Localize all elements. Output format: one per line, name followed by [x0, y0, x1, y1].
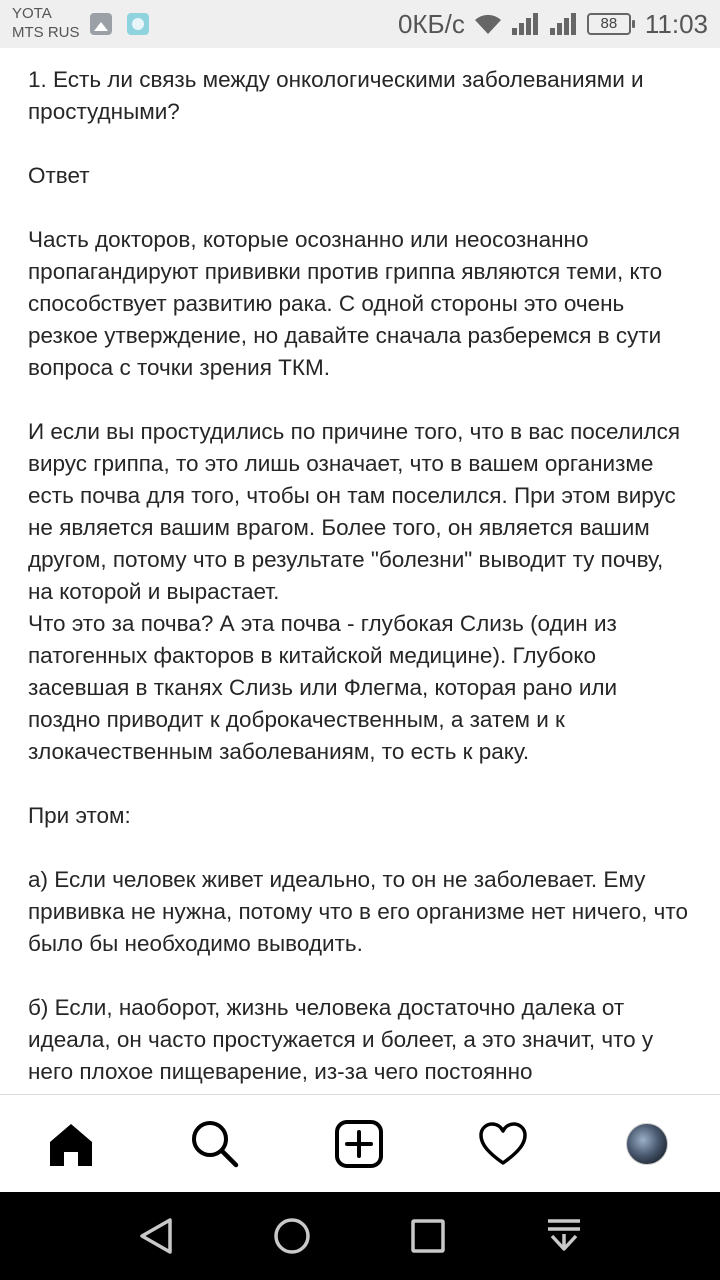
battery-icon: 88 [587, 13, 631, 35]
search-tab[interactable] [190, 1119, 240, 1169]
wifi-icon [473, 12, 503, 36]
recents-button[interactable] [402, 1210, 454, 1262]
system-navigation-bar [0, 1192, 720, 1280]
network-speed: 0КБ/с [397, 8, 465, 39]
signal-icon [511, 12, 541, 36]
notifications-pull-icon [544, 1216, 584, 1256]
search-icon [190, 1119, 240, 1169]
app-notification-icon [127, 13, 149, 35]
caption-paragraph: б) Если, наоборот, жизнь человека достаточно далека от идеала, он часто простужается и болеет, а это значит, что у него плохое пищеварение, из-за чего постоянно [28, 995, 654, 1084]
caption-paragraph: 1. Есть ли связь между онкологическими заболеваниями и простудными? [28, 67, 644, 124]
profile-avatar [626, 1123, 668, 1165]
status-bar [0, 0, 720, 48]
back-icon [136, 1216, 176, 1256]
signal-icon [549, 12, 579, 36]
new-post-icon [334, 1119, 384, 1169]
home-tab[interactable] [46, 1119, 96, 1169]
home-icon [47, 1120, 95, 1168]
notifications-pull-button[interactable] [538, 1210, 590, 1262]
carrier-info [12, 4, 80, 42]
new-post-tab[interactable] [334, 1119, 384, 1169]
caption-paragraph: а) Если человек живет идеально, то он не заболевает. Ему прививка не нужна, потому что в его организме нет ничего, что было бы необходимо выводить. [28, 867, 688, 956]
status-right [398, 0, 708, 48]
carrier-2: MTS RUS [12, 24, 80, 41]
carrier-1: YOTA [12, 5, 52, 22]
caption-paragraph: При этом: [28, 803, 131, 828]
bottom-navigation [0, 1094, 720, 1193]
profile-tab[interactable] [622, 1119, 672, 1169]
caption-paragraph: Ответ [28, 163, 90, 188]
post-caption [28, 64, 692, 1094]
activity-heart-icon [478, 1121, 528, 1167]
caption-paragraph: И если вы простудились по причине того, что в вас поселился вирус гриппа, то это лишь означает, что в вашем организме есть почва для того, чтобы он там поселился. При этом вирус не является вашим врагом. Более того, он является вашим другом, потому что в результате "болезни" выводит ту почву, на которой и вырастает. [28, 419, 681, 604]
back-button[interactable] [130, 1210, 182, 1262]
activity-tab[interactable] [478, 1119, 528, 1169]
caption-paragraph: Часть докторов, которые осознанно или неосознанно пропагандируют прививки против гриппа являются теми, кто способствует развитию рака. С одной стороны это очень резкое утверждение, но давайте сначала разберемся в сути вопроса с точки зрения ТКМ. [28, 227, 663, 380]
caption-paragraph: Что это за почва? А эта почва - глубокая Слизь (один из патогенных факторов в китайской медицине). Глубоко засевшая в тканях Слизь или Флегма, которая рано или поздно приводит к доброкачественным, а затем и к злокачественным заболеваниям, то есть к раку. [28, 611, 618, 764]
recents-icon [408, 1216, 448, 1256]
home-button[interactable] [266, 1210, 318, 1262]
clock: 11:03 [644, 8, 708, 39]
home-circle-icon [272, 1216, 312, 1256]
gallery-icon [90, 13, 112, 35]
